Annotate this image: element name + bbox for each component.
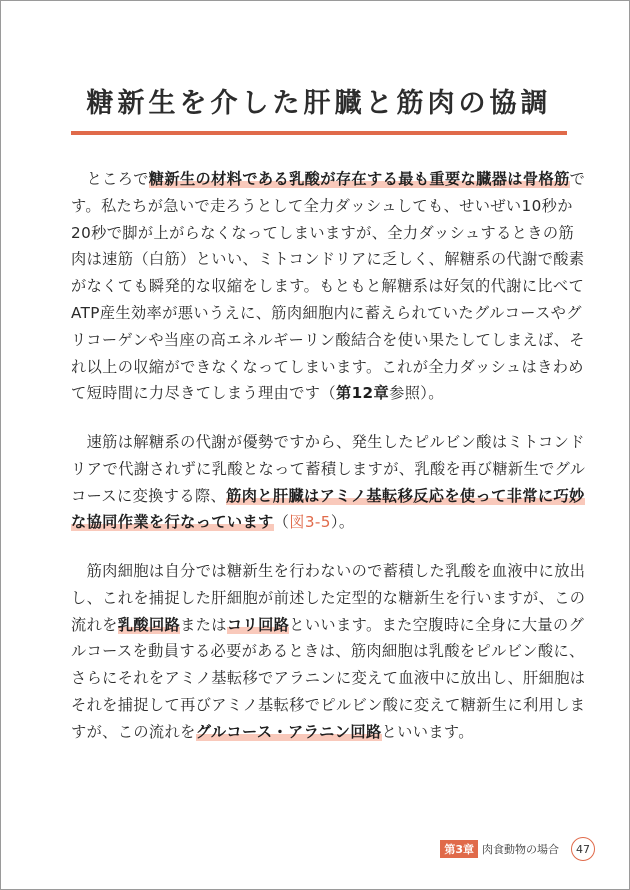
text-line [71, 327, 585, 354]
text-line [71, 193, 573, 220]
text-segment: 肉は速筋（白筋）といい、ミトコンドリアに乏しく、解糖系の代謝で酸素 [71, 250, 585, 269]
text-segment: リアで代謝されずに乳酸となって蓄積しますが、乳酸を再び糖新生でグル [71, 459, 586, 478]
text-segment: リコーゲンや当座の高エネルギーリン酸結合を使い果たしてしまえば、そ [71, 330, 585, 349]
text-segment: または [180, 615, 227, 634]
chapter-badge: 第3章 [440, 840, 478, 858]
text-segment: （ [273, 513, 290, 532]
text-line [71, 558, 586, 585]
text-line [71, 220, 575, 247]
highlighted-term: な協同作業を行なっています [71, 513, 274, 532]
text-segment: がなくても瞬発的な収縮をします。もともと解糖系は好気的代謝に比べて [71, 277, 585, 296]
text-segment: れ以上の収縮ができなくなってしまいます。これが全力ダッシュはきわめ [71, 357, 584, 376]
text-segment: で [569, 170, 586, 188]
text-line [71, 354, 584, 381]
paragraph-1 [71, 166, 586, 407]
text-segment: て短時間に力尽きてしまう理由です（ [71, 384, 336, 403]
text-segment: ルコースを動員する必要があるときは、筋肉細胞は乳酸をピルビン酸に、 [71, 642, 585, 661]
text-line [71, 483, 585, 510]
text-line [71, 665, 586, 692]
text-segment: すが、この流れを [71, 722, 196, 741]
text-line [71, 246, 585, 273]
text-segment: し、これを捕捉した肝細胞が前述した定型的な糖新生を行いますが、この [71, 588, 586, 607]
figure-reference: 図3-5 [289, 513, 331, 532]
text-line [71, 509, 569, 536]
text-line [71, 585, 586, 612]
text-segment: さらにそれをアミノ基転移でアラニンに変えて血液中に放出し、肝細胞は [71, 669, 586, 688]
page-footer [440, 837, 595, 861]
text-line [71, 719, 569, 746]
title-underline [71, 131, 567, 135]
highlighted-term: 乳酸回路 [117, 615, 181, 634]
text-line [71, 300, 582, 327]
text-segment: 参照）。 [389, 384, 444, 403]
chapter-title: 肉食動物の場合 [482, 843, 559, 856]
highlighted-term: グルコース・アラニン回路 [195, 722, 382, 741]
text-line [71, 612, 585, 639]
text-line [71, 166, 586, 193]
page-title: 糖新生を介した肝臓と筋肉の協調 [86, 88, 552, 120]
highlighted-term: 筋肉と肝臓はアミノ基転移反応を使って非常に巧妙 [226, 486, 585, 505]
text-segment: ATP産生効率が悪いうえに、筋肉細胞内に蓄えられていたグルコースやグ [71, 303, 582, 322]
text-segment: 筋肉細胞は自分では糖新生を行わないので蓄積した乳酸を血液中に放出 [71, 562, 586, 580]
paragraph-2 [71, 429, 586, 536]
text-line [71, 692, 586, 719]
text-segment: といいます。また空腹時に全身に大量のグ [289, 615, 585, 634]
text-line [71, 273, 585, 300]
text-segment: ）。 [330, 513, 355, 532]
text-segment: 流れを [71, 615, 118, 634]
text-segment: それを捕捉して再びアミノ基転移でピルビン酸に変えて糖新生に利用しま [71, 695, 586, 714]
text-segment: ところで [71, 170, 149, 188]
highlighted-term: コリ回路 [226, 615, 290, 634]
text-line [71, 638, 585, 665]
bold-reference: 第12章 [336, 384, 390, 403]
page-number: 47 [571, 837, 595, 861]
text-segment: す。私たちが急いで走ろうとして全力ダッシュしても、せいぜい10秒か [71, 196, 573, 215]
text-segment: コースに変換する際、 [71, 486, 227, 505]
text-segment: 速筋は解糖系の代謝が優勢ですから、発生したピルビン酸はミトコンド [71, 433, 585, 451]
text-line [71, 456, 586, 483]
text-line [71, 380, 569, 407]
text-segment: といいます。 [381, 722, 474, 741]
text-segment: 20秒で脚が上がらなくなってしまいますが、全力ダッシュするときの筋 [71, 223, 575, 242]
text-line [71, 429, 585, 456]
highlighted-term: 糖新生の材料である乳酸が存在する最も重要な臓器は骨格筋 [148, 170, 570, 188]
paragraph-3 [71, 558, 586, 746]
